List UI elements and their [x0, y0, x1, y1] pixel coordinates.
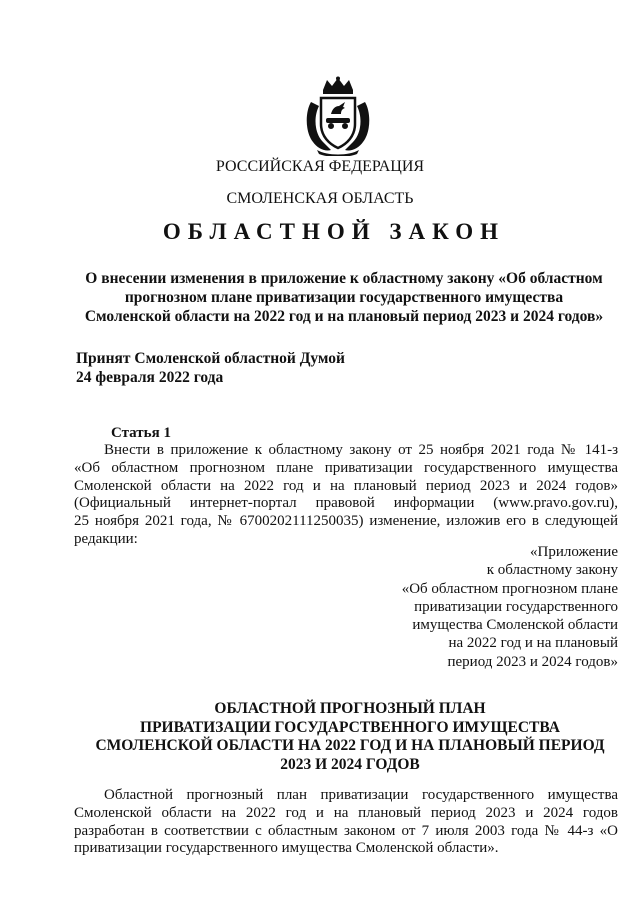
paragraph-line: разработан в соответствии с областным законом от 7 июля 2003 года № 44-з «О [74, 822, 618, 839]
law-title [84, 269, 604, 326]
plan-body [74, 787, 618, 858]
paragraph-line: 25 ноября 2021 года, № 6700202111250035) изменение, изложив его в следующей [74, 513, 618, 530]
plan-title-line: ОБЛАСТНОЙ ПРОГНОЗНЫЙ ПЛАН [214, 700, 486, 717]
paragraph-line: (Официальный интернет-портал правовой информации (www.pravo.gov.ru), [74, 495, 618, 512]
paragraph-line: редакции: [74, 530, 138, 547]
appendix-line: к областному закону [486, 562, 618, 579]
plan-title-line: 2023 И 2024 ГОДОВ [280, 755, 420, 773]
country-heading: РОССИЙСКАЯ ФЕДЕРАЦИЯ [215, 158, 425, 175]
plan-title [60, 700, 640, 774]
appendix-line: период 2023 и 2024 годов» [447, 653, 618, 670]
plan-title-line: ПРИВАТИЗАЦИИ ГОСУДАРСТВЕННОГО ИМУЩЕСТВА [140, 718, 560, 736]
appendix-line: имущества Смоленской области [412, 617, 618, 634]
appendix-line: «Об областном прогнозном плане [401, 580, 618, 597]
plan-title-line: СМОЛЕНСКОЙ ОБЛАСТИ НА 2022 ГОД И НА ПЛАНОВЫЙ ПЕРИОД [95, 737, 605, 754]
coat-of-arms-icon [301, 76, 375, 156]
appendix-caption [402, 543, 618, 671]
paragraph-line: приватизации государственного имущества Смоленской области». [74, 840, 499, 857]
appendix-line: приватизации государственного [414, 598, 618, 615]
article-body [74, 442, 618, 549]
article-heading: Статья 1 [111, 425, 171, 441]
appendix-line: «Приложение [529, 544, 618, 560]
paragraph-line: Смоленской области на 2022 год и на плановый период 2023 и 2024 годов [74, 804, 618, 821]
appendix-line: на 2022 год и на плановый [448, 635, 618, 652]
document-type-heading: ОБЛАСТНОЙ ЗАКОН [162, 219, 506, 244]
adoption-line: Принят Смоленской областной Думой [76, 350, 345, 367]
adoption-note [76, 349, 345, 387]
paragraph-line: Смоленской области на 2022 год и на плановый период 2023 и 2024 годов» [74, 477, 618, 494]
law-title-line: О внесении изменения в приложение к областному закону «Об областном [85, 270, 603, 287]
paragraph-line: Внести в приложение к областному закону от 25 ноября 2021 года № 141-з [104, 442, 618, 458]
law-title-line: прогнозном плане приватизации государственного имущества [124, 289, 564, 306]
paragraph-line: Областной прогнозный план приватизации государственного имущества [104, 787, 618, 803]
adoption-date: 24 февраля 2022 года [76, 369, 224, 386]
paragraph-line: «Об областном прогнозном плане приватизации государственного имущества [74, 459, 618, 476]
law-title-line: Смоленской области на 2022 год и на плановый период 2023 и 2024 годов» [84, 308, 604, 325]
region-heading: СМОЛЕНСКАЯ ОБЛАСТЬ [226, 190, 414, 207]
